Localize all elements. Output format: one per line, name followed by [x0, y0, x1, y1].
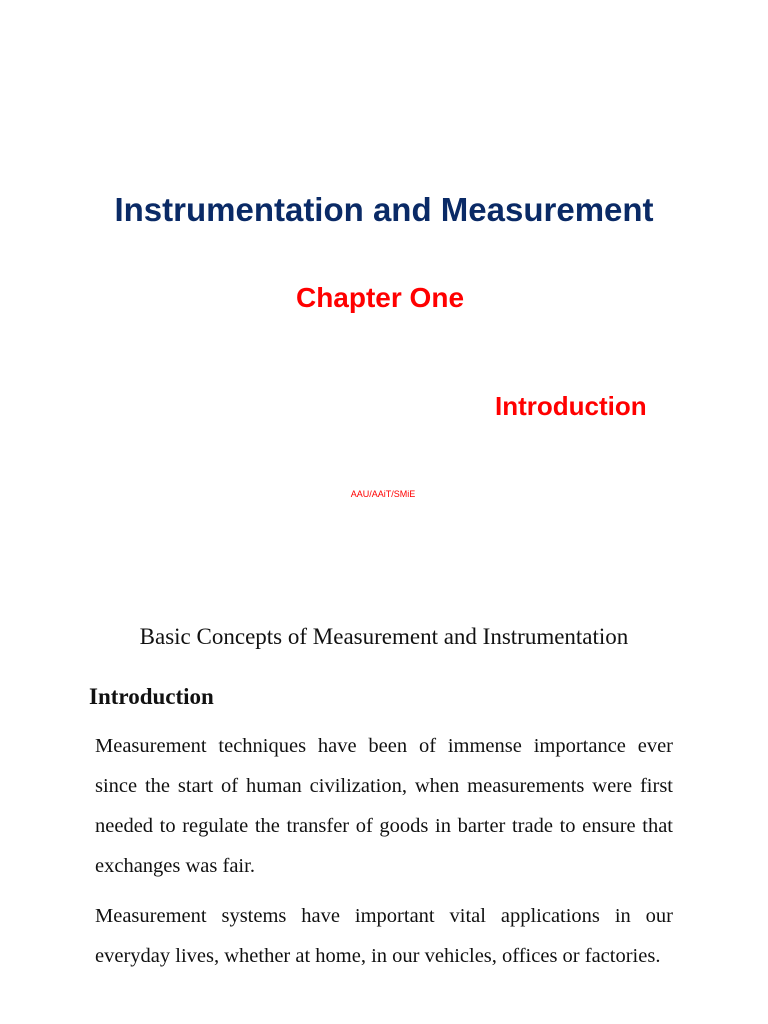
slide-footer: AAU/AAiT/SMiE [350, 489, 416, 499]
paragraph: Measurement techniques have been of immense importance ever since the start of human civilization, when measurements were first needed to regulate the transfer of goods in barter trade to ensure that exchanges was fair. [95, 735, 673, 877]
paragraph: Measurement systems have important vital applications in our everyday lives, whether at home, in our vehicles, offices or factories. [95, 905, 673, 967]
slide-chapter: Chapter One [295, 282, 465, 313]
section-heading: Introduction [89, 684, 214, 709]
slide-title: Instrumentation and Measurement [114, 191, 654, 228]
document-title: Basic Concepts of Measurement and Instrumentation [139, 624, 629, 649]
slide-section-label: Introduction [495, 391, 647, 421]
document-page [0, 576, 768, 1024]
